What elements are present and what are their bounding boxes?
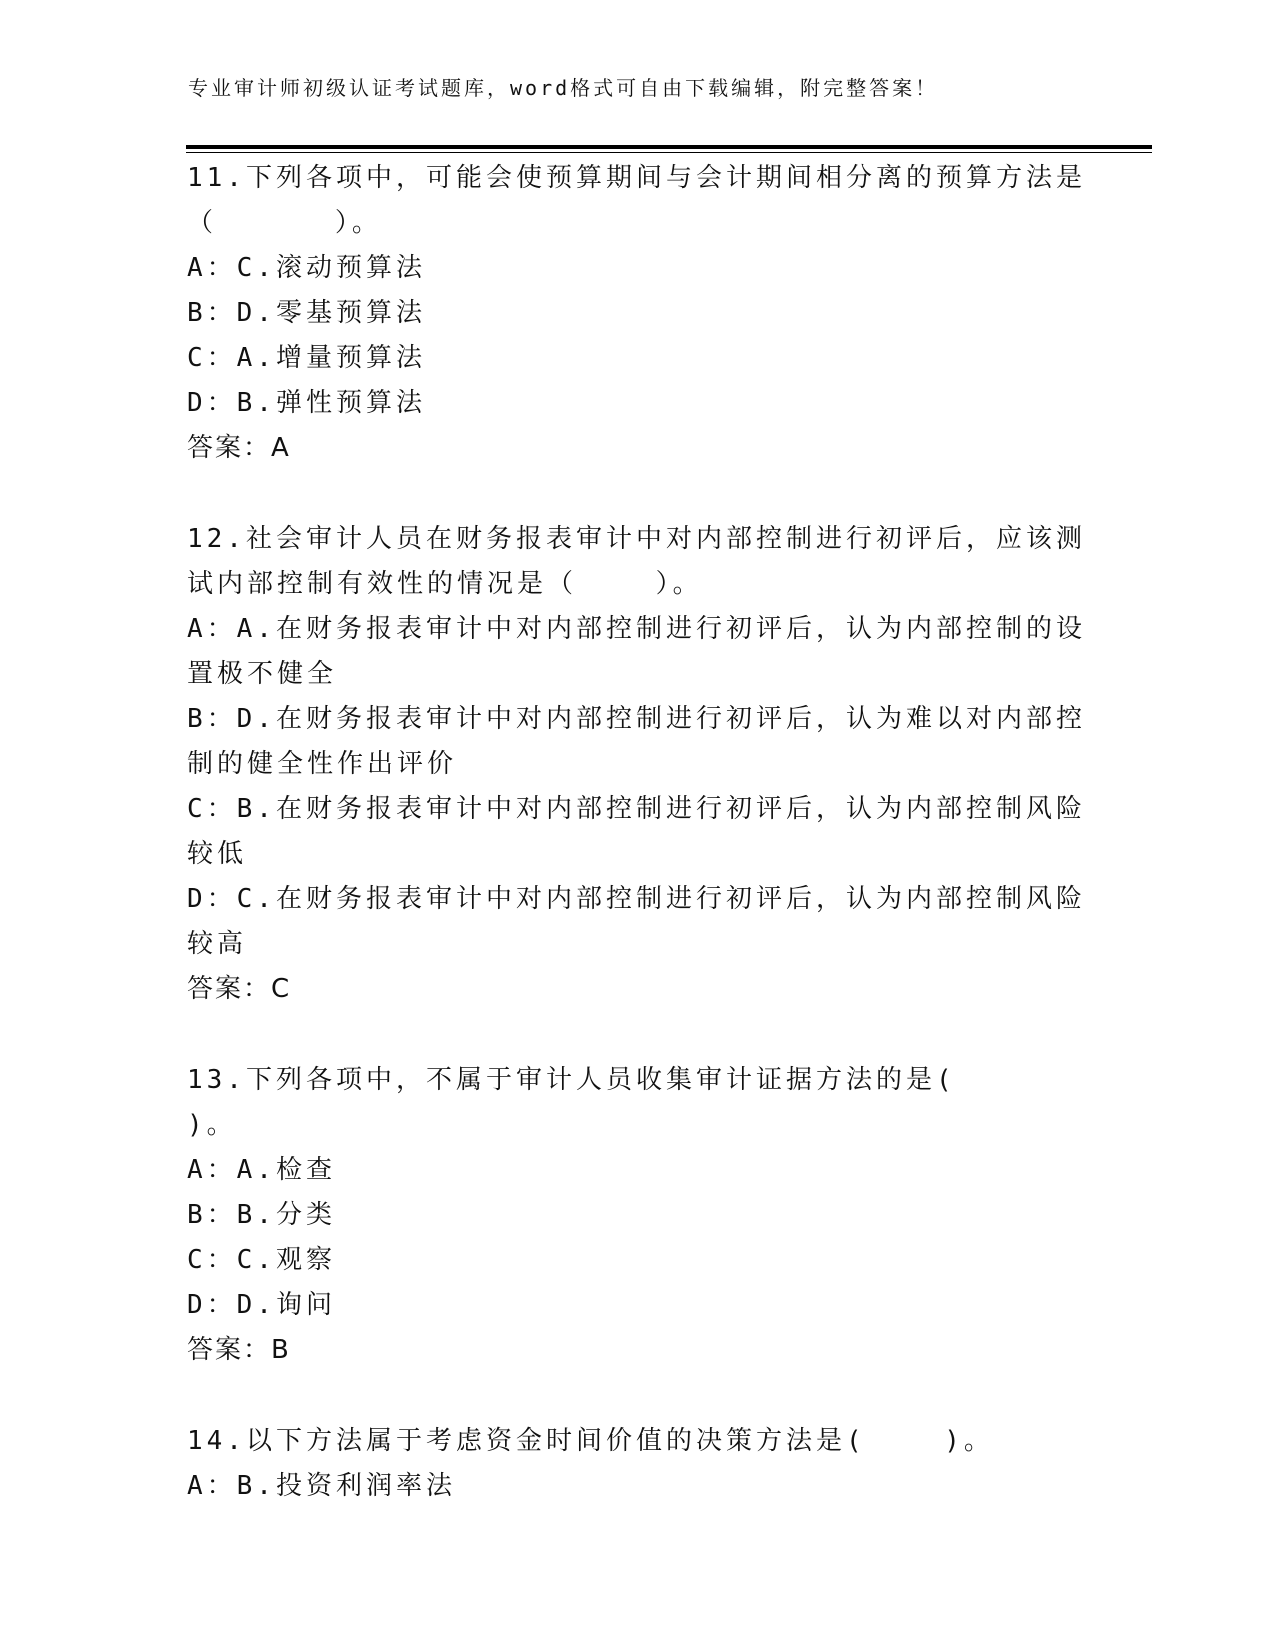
option: D：C.在财务报表审计中对内部控制进行初评后，认为内部控制风险较高 [187, 884, 1086, 959]
header-rule-thick [186, 145, 1152, 149]
question-stem: 14.以下方法属于考虑资金时间价值的决策方法是( )。 [187, 1426, 994, 1456]
option: C：B.在财务报表审计中对内部控制进行初评后，认为内部控制风险较低 [187, 794, 1086, 869]
option: B：D.在财务报表审计中对内部控制进行初评后，认为难以对内部控制的健全性作出评价 [187, 704, 1086, 779]
option: A：C.滚动预算法 [187, 253, 426, 283]
page-header: 专业审计师初级认证考试题库，word格式可自由下载编辑，附完整答案！ [188, 76, 939, 100]
question-item [187, 517, 1087, 1012]
header-rule-thin [186, 152, 1152, 153]
question-list [187, 156, 1094, 1555]
question-stem: 13.下列各项中，不属于审计人员收集审计证据方法的是( )。 [187, 1065, 1094, 1140]
option: A：A.检查 [187, 1155, 336, 1185]
option: A：A.在财务报表审计中对内部控制进行初评后，认为内部控制的设置极不健全 [187, 614, 1086, 689]
answer: 答案：C [187, 974, 292, 1004]
option: B：D.零基预算法 [187, 298, 426, 328]
question-stem: 11.下列各项中，可能会使预算期间与会计期间相分离的预算方法是（ ）。 [187, 163, 1086, 238]
answer: 答案：B [187, 1335, 291, 1365]
option: A：B.投资利润率法 [187, 1471, 456, 1501]
option: B：B.分类 [187, 1200, 336, 1230]
question-item [187, 1419, 1087, 1509]
option: C：A.增量预算法 [187, 343, 426, 373]
question-stem: 12.社会审计人员在财务报表审计中对内部控制进行初评后，应该测试内部控制有效性的情况是（ ）。 [187, 524, 1086, 599]
question-item [187, 1058, 1094, 1373]
answer: 答案：A [187, 433, 291, 463]
option: D：B.弹性预算法 [187, 388, 426, 418]
option: D：D.询问 [187, 1290, 336, 1320]
option: C：C.观察 [187, 1245, 336, 1275]
question-item [187, 156, 1087, 471]
